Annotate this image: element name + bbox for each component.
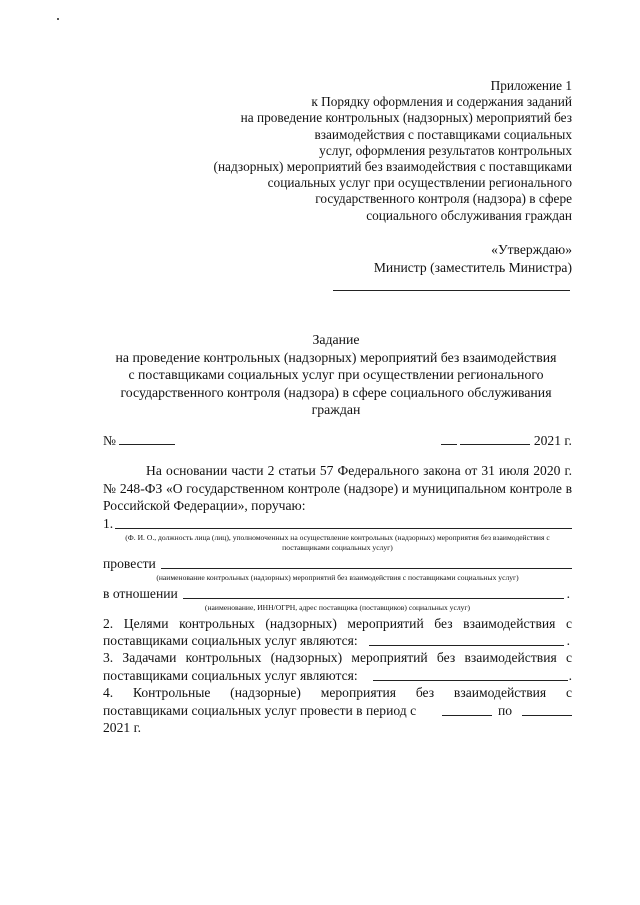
appendix-line: (надзорных) мероприятий без взаимодействия с поставщиками xyxy=(213,159,572,175)
regarding-line xyxy=(103,585,572,602)
item2-line-a: 2. Целями контрольных (надзорных) мероприятий без взаимодействия с xyxy=(103,615,572,631)
item2-blank xyxy=(369,645,564,646)
conduct-line xyxy=(103,555,572,572)
item3-blank xyxy=(373,680,568,681)
intro-paragraph: На основании части 2 статьи 57 Федерального закона от 31 июля 2020 г. № 248-ФЗ «О государственном контроле (надзоре) и муниципальном контроле в Российской Федерации», поручаю: xyxy=(103,463,572,514)
year-text: 2021 г. xyxy=(533,433,572,448)
appendix-line: взаимодействия с поставщиками социальных xyxy=(314,126,572,142)
title-line: на проведение контрольных (надзорных) мероприятий без взаимодействия xyxy=(115,349,557,365)
start-date-blank xyxy=(442,715,492,716)
title-line: граждан xyxy=(311,402,361,418)
conduct-blank xyxy=(161,568,572,569)
item4-line-b xyxy=(103,702,572,719)
item1-blank xyxy=(115,528,572,529)
title-line: с поставщиками социальных услуг при осуществлении регионального xyxy=(128,367,544,383)
item2-line-b xyxy=(103,632,572,649)
date-field xyxy=(441,432,572,450)
document-title xyxy=(100,331,572,419)
item3-line-b xyxy=(103,667,572,684)
appendix-line: Приложение 1 xyxy=(490,78,572,93)
item4-year: 2021 г. xyxy=(103,719,142,735)
approval-label: «Утверждаю» xyxy=(491,242,572,257)
item3-text: поставщиками социальных услуг являются: xyxy=(103,667,358,683)
period-mark: . xyxy=(566,585,570,601)
month-blank xyxy=(460,432,530,445)
item4-to: по xyxy=(498,702,513,718)
document-body xyxy=(103,462,572,736)
period-mark: . xyxy=(568,667,572,683)
end-date-blank xyxy=(522,715,572,716)
appendix-line: услуг, оформления результатов контрольных xyxy=(319,142,572,158)
title-heading: Задание xyxy=(312,332,360,347)
day-blank xyxy=(441,432,457,445)
scan-speck xyxy=(57,18,59,20)
conduct-caption: (наименование контрольных (надзорных) мероприятий без взаимодействия с поставщиками социальных услуг) xyxy=(156,572,519,582)
appendix-line: государственного контроля (надзора) в сфере xyxy=(315,191,572,207)
item1-caption: (Ф. И. О., должность лица (лиц), уполномоченных на осуществление контрольных (надзорных) мероприятия без взаимодействия с поставщиками социальных услуг) xyxy=(125,532,550,552)
number-blank xyxy=(119,432,175,445)
conduct-label: провести xyxy=(103,555,156,571)
item3-line-a: 3. Задачами контрольных (надзорных) мероприятий без взаимодействия с xyxy=(103,650,572,666)
appendix-line: к Порядку оформления и содержания заданий xyxy=(311,94,572,110)
appendix-line: на проведение контрольных (надзорных) мероприятий без xyxy=(240,110,572,126)
item1-label: 1. xyxy=(103,515,114,531)
approval-signer: Министр (заместитель Министра) xyxy=(373,260,572,275)
period-mark: . xyxy=(566,633,570,649)
signature-line xyxy=(333,290,570,291)
appendix-line: социального обслуживания граждан xyxy=(366,207,572,223)
number-field xyxy=(103,432,175,450)
appendix-header xyxy=(172,78,572,224)
item4-text: поставщиками социальных услуг провести в период с xyxy=(103,702,417,718)
regarding-caption: (наименование, ИНН/ОГРН, адрес поставщика (поставщиков) социальных услуг) xyxy=(204,602,471,612)
title-line: государственного контроля (надзора) в сфере социального обслуживания xyxy=(120,384,552,400)
appendix-line: социальных услуг при осуществлении регионального xyxy=(267,175,572,191)
item4-line-a: 4. Контрольные (надзорные) мероприятия без взаимодействия с xyxy=(103,684,572,700)
number-label: № xyxy=(103,433,116,448)
regarding-blank xyxy=(183,598,564,599)
approval-block xyxy=(374,241,572,277)
item1-line xyxy=(103,515,572,532)
item2-text: поставщиками социальных услуг являются: xyxy=(103,633,358,649)
regarding-label: в отношении xyxy=(103,585,178,601)
